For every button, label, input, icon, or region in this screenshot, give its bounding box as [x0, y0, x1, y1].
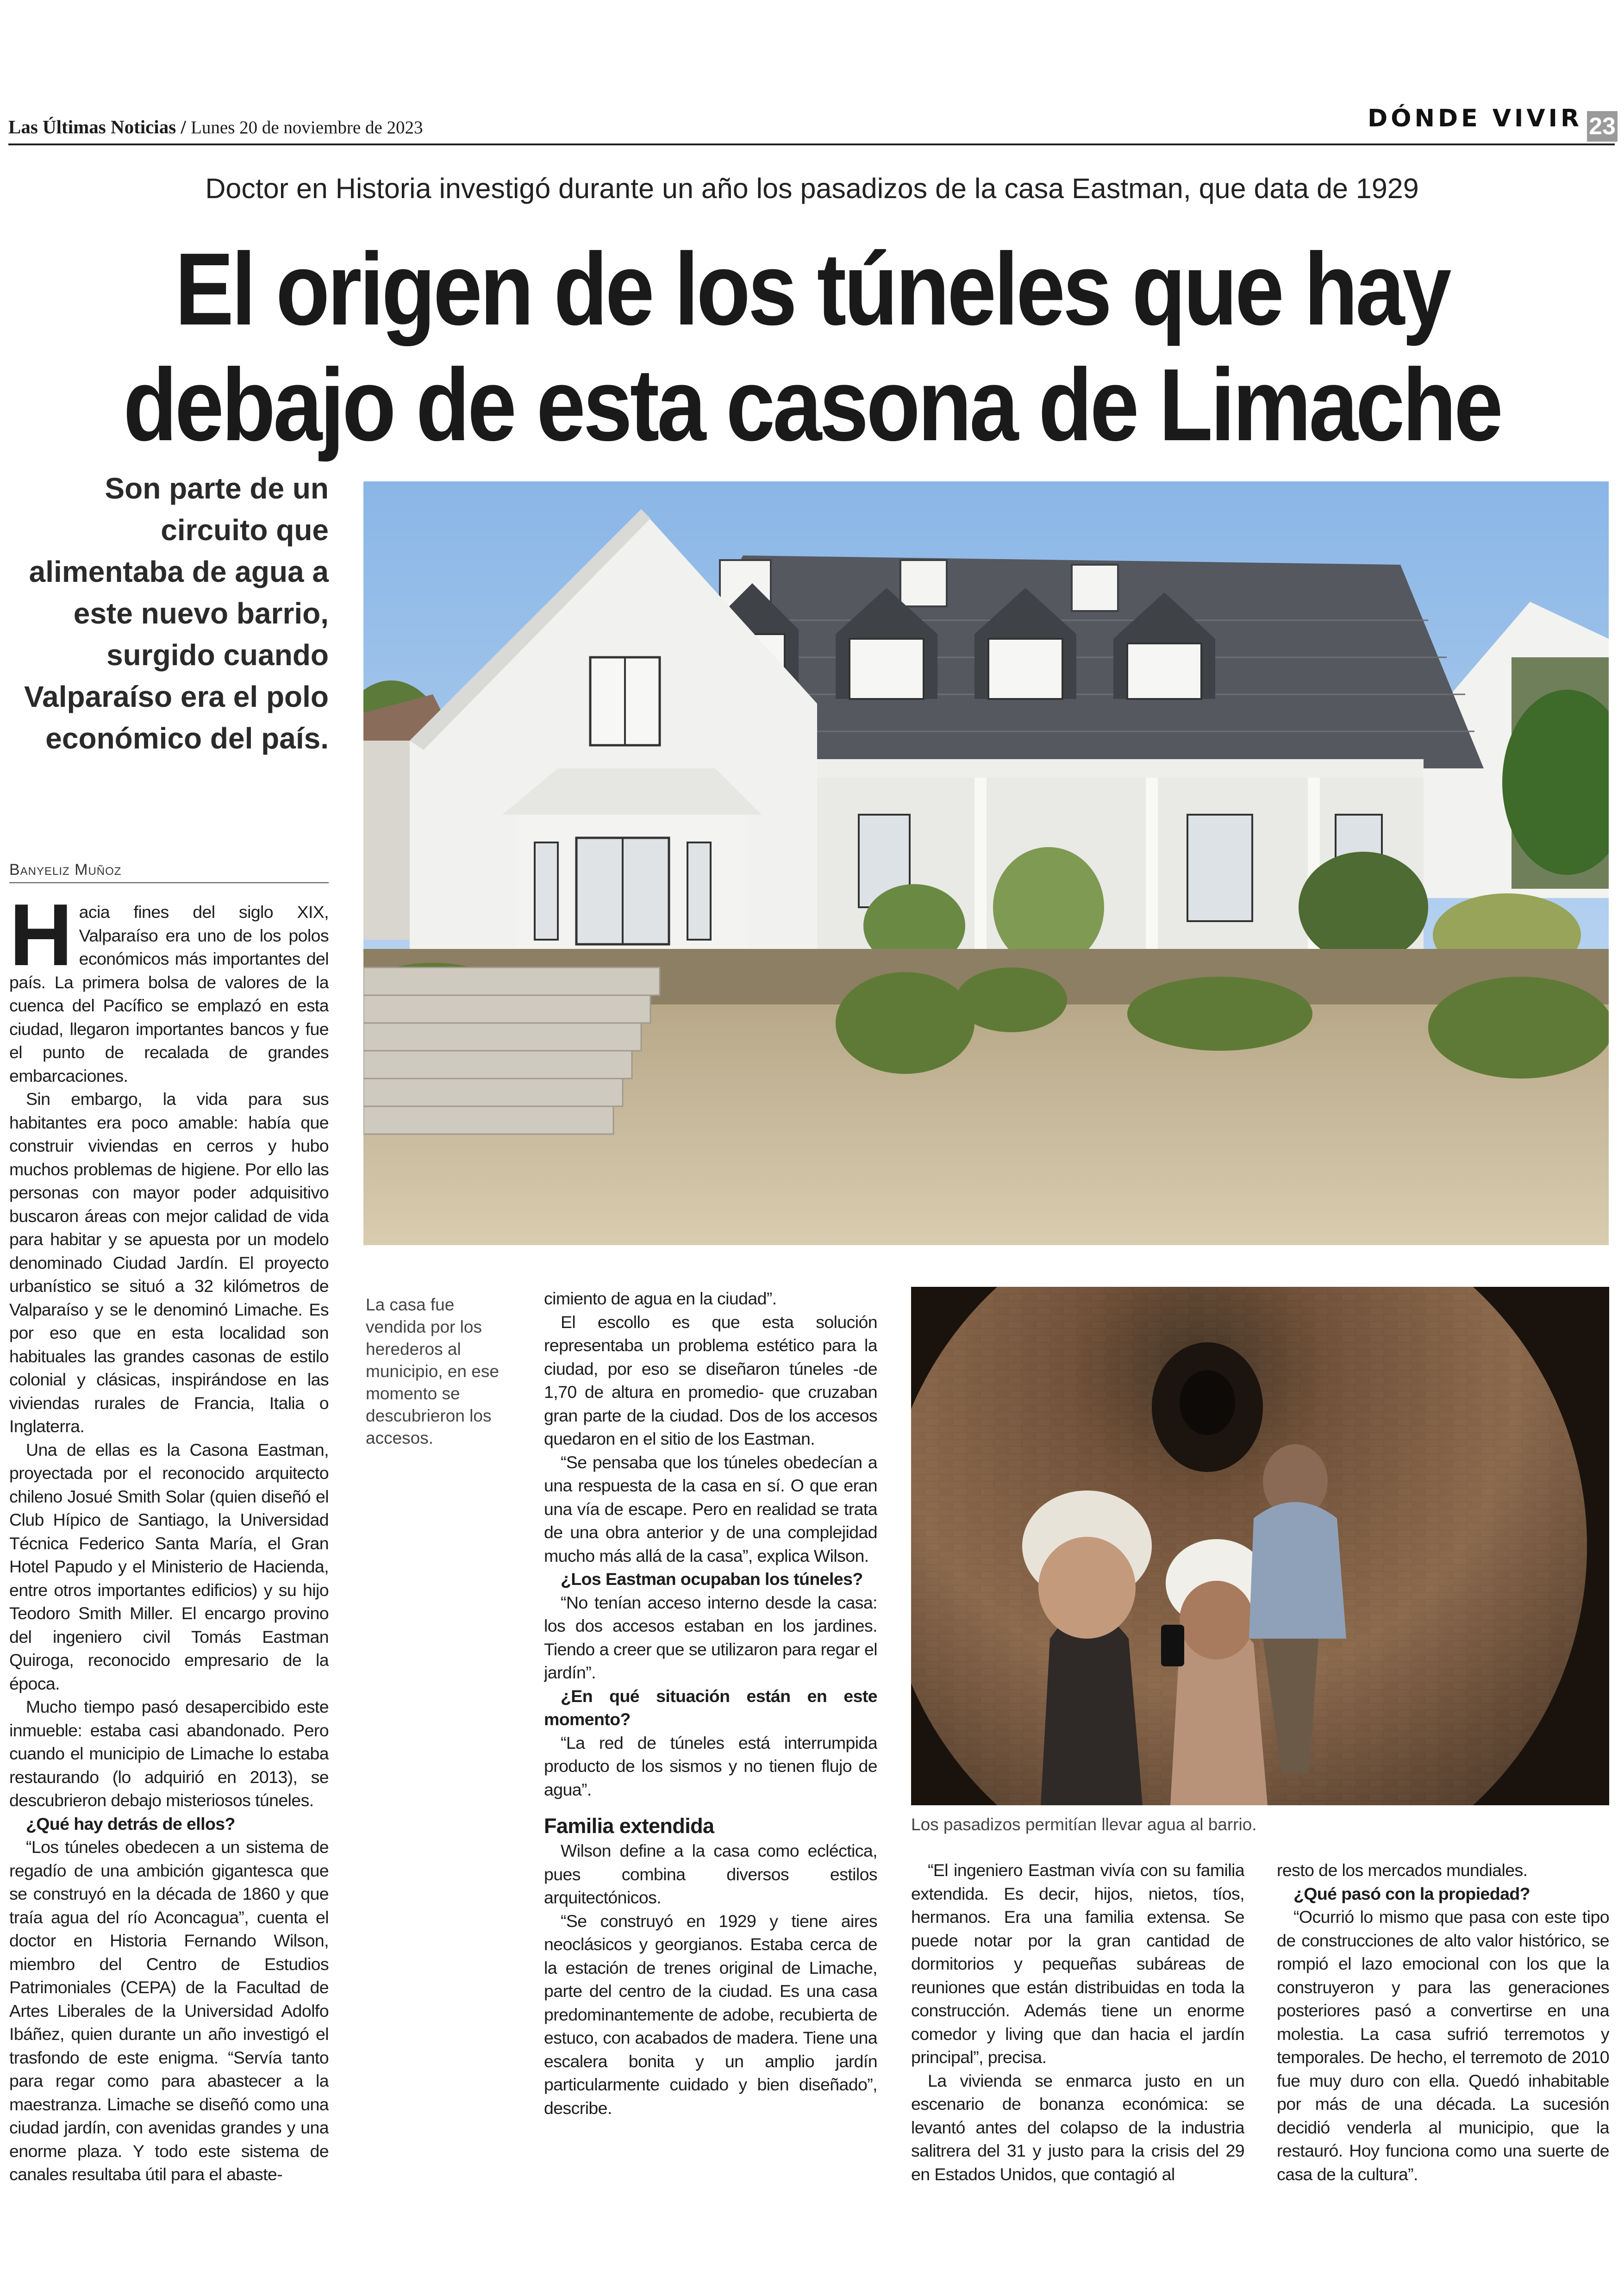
issue-date: Lunes 20 de noviembre de 2023 [191, 118, 423, 137]
headline-line-1: El origen de los túneles que hay [175, 232, 1449, 347]
paragraph: Una de ellas es la Casona Eastman, proyectada por el reconocido arquitecto chileno Josué Smith Solar (quien diseñó el Club Hípico de Santiago, la Universidad Técnica Federico Santa María, el Gran Hotel Papudo y el Ministerio de Hacienda, entre otros importantes edificios) y su hijo Teodoro Smith Miller. El encargo provino del ingeniero civil Tomás Eastman Quiroga, reconocido empresario de la época. [9, 1440, 329, 1693]
masthead [8, 116, 423, 138]
paragraph: “Ocurrió lo mismo que pasa con este tipo de construcciones de alto valor histórico, se rompió el lazo emocional con los que la construyeron y para las generaciones posteriores pasó a convertirse en una molestia. La casa sufrió terremotos y temporales. De hecho, el terremoto de 2010 fue muy duro con ella. Quedó inhabitable por más de una década. La sucesión decidió venderla al municipio, que la restauró. Hoy funciona como una suerte de casa de la cultura”. [1277, 1907, 1609, 2184]
house-photo-caption: La casa fue vendida por los herederos al municipio, en ese momento se descubrieron los accesos. [366, 1295, 499, 1447]
header-separator: / [176, 116, 191, 137]
interview-question: ¿Qué pasó con la propiedad? [1293, 1883, 1530, 1903]
header-rule [8, 143, 1615, 145]
body-column-4 [1277, 1858, 1609, 2196]
body-column-2 [544, 1287, 877, 2194]
interview-question: ¿En qué situación están en este momento? [544, 1686, 877, 1729]
interview-question: ¿Qué hay detrás de ellos? [26, 1814, 235, 1834]
deck: Son parte de un circuito que alimentaba de agua a este nuevo barrio, surgido cuando Valparaíso era el polo económico del país. [24, 472, 329, 755]
section-label: DÓNDE VIVIR [1368, 105, 1582, 132]
paragraph: “Se pensaba que los túneles obedecían a una respuesta de la casa en sí. O que eran una vía de escape. Pero en realidad se trata de una obra anterior y de una complejidad mucho más allá de la casa”, explica Wilson. [544, 1452, 877, 1565]
byline: Banyeliz Muñoz [9, 861, 122, 879]
body-column-1 [9, 900, 329, 2196]
headline-line-2: debajo de esta casona de Limache [123, 348, 1501, 462]
paragraph [9, 900, 329, 1087]
page-number: 23 [1587, 111, 1618, 142]
paragraph: “El ingeniero Eastman vivía con su familia extendida. Es decir, hijos, nietos, tíos, hermanos. Era una familia extensa. Se puede notar por la gran cantidad de dormitorios y pequeñas subáreas de reuniones que están distribuidas en toda la construcción. Además tiene un enorme comedor y living que dan hacia el jardín principal”, precisa. [911, 1860, 1244, 2067]
paragraph: resto de los mercados mundiales. [1277, 1860, 1528, 1880]
paper-name: Las Últimas Noticias [8, 116, 176, 137]
paragraph: “Se construyó en 1929 y tiene aires neoclásicos y georgianos. Estaba cerca de la estación de trenes original de Limache, parte del centro de la ciudad. Es una casa predominantemente de adobe, recubierta de estuco, con acabados de madera. Tiene una escalera bonita y un amplio jardín particularmente cuidado y bien diseñado”, describe. [544, 1911, 877, 2118]
paragraph: “Los túneles obedecen a un sistema de regadío de una ambición gigantesca que se construyó en la década de 1860 y que traía agua del río Aconcagua”, cuenta el doctor en Historia Fernando Wilson, miembro del Centro de Estudios Patrimoniales (CEPA) de la Facultad de Artes Liberales de la Universidad Adolfo Ibáñez, quien durante un año investigó el trasfondo de este enigma. “Servía tanto para regar como para abastecer a la maestranza. Limache se diseñó como una ciudad jardín, con avenidas grandes y una enorme plaza. Y todo este sistema de canales resultaba útil para el abaste- [9, 1837, 329, 2184]
house-photo [363, 481, 1609, 1245]
tunnel-photo-caption: Los pasadizos permitían llevar agua al barrio. [911, 1815, 1257, 1834]
paragraph: La vivienda se enmarca justo en un escenario de bonanza económica: se levantó antes del colapso de la industria salitrera del 31 y justo para la crisis del 29 en Estados Unidos, que contagió al [911, 2070, 1244, 2184]
paragraph: cimiento de agua en la ciudad”. [544, 1289, 777, 1308]
tunnel-photo [911, 1287, 1609, 1805]
paragraph: El escollo es que esta solución representaba un problema estético para la ciudad, por eso se diseñaron túneles -de 1,70 de altura en promedio- que cruzaban gran parte de la ciudad. Dos de los accesos quedaron en el sitio de los Eastman. [544, 1312, 877, 1448]
byline-rule [9, 882, 329, 883]
headline [114, 231, 1511, 463]
dropcap: H [9, 900, 73, 984]
paragraph-text: acia fines del siglo XIX, Valparaíso era uno de los polos económicos más importantes del país. La primera bolsa de valores de la cuenca del Pacífico se emplazó en esta ciudad, llegaron importantes bancos y fue el punto de recalada de grandes embarcaciones. [9, 902, 329, 1085]
interview-question: ¿Los Eastman ocupaban los túneles? [561, 1569, 863, 1589]
paragraph: Mucho tiempo pasó desapercibido este inmueble: estaba casi abandonado. Pero cuando el municipio de Limache lo estaba restaurando (lo adquirió en 2013), se descubrieron debajo misteriosos túneles. [9, 1697, 329, 1810]
paragraph: “La red de túneles está interrumpida producto de los sismos y no tienen flujo de agua”. [544, 1733, 877, 1799]
paragraph: Sin embargo, la vida para sus habitantes era poco amable: había que construir viviendas en cerros y hubo muchos problemas de higiene. Por ello las personas con mayor poder adquisitivo buscaron áreas con mejor calidad de vida para habitar y se apuesta por un modelo denominado Ciudad Jardín. El proyecto urbanístico se situó a 32 kilómetros de Valparaíso y se le denominó Limache. Es por eso que en esta localidad son habituales las grandes casonas de estilo colonial y clásicas, inspirándose en las viviendas rurales de Francia, Italia o Inglaterra. [9, 1089, 329, 1436]
paragraph: “No tenían acceso interno desde la casa: los dos accesos estaban en los jardines. Tiendo a creer que se utilizaron para regar el jardín”. [544, 1592, 877, 1682]
kicker: Doctor en Historia investigó durante un año los pasadizos de la casa Eastman, que data de 1929 [205, 173, 1419, 204]
paragraph: Wilson define a la casa como ecléctica, pues combina diversos estilos arquitectónicos. [544, 1841, 877, 1907]
body-column-3 [911, 1858, 1244, 2196]
subheading: Familia extendida [544, 1814, 714, 1838]
